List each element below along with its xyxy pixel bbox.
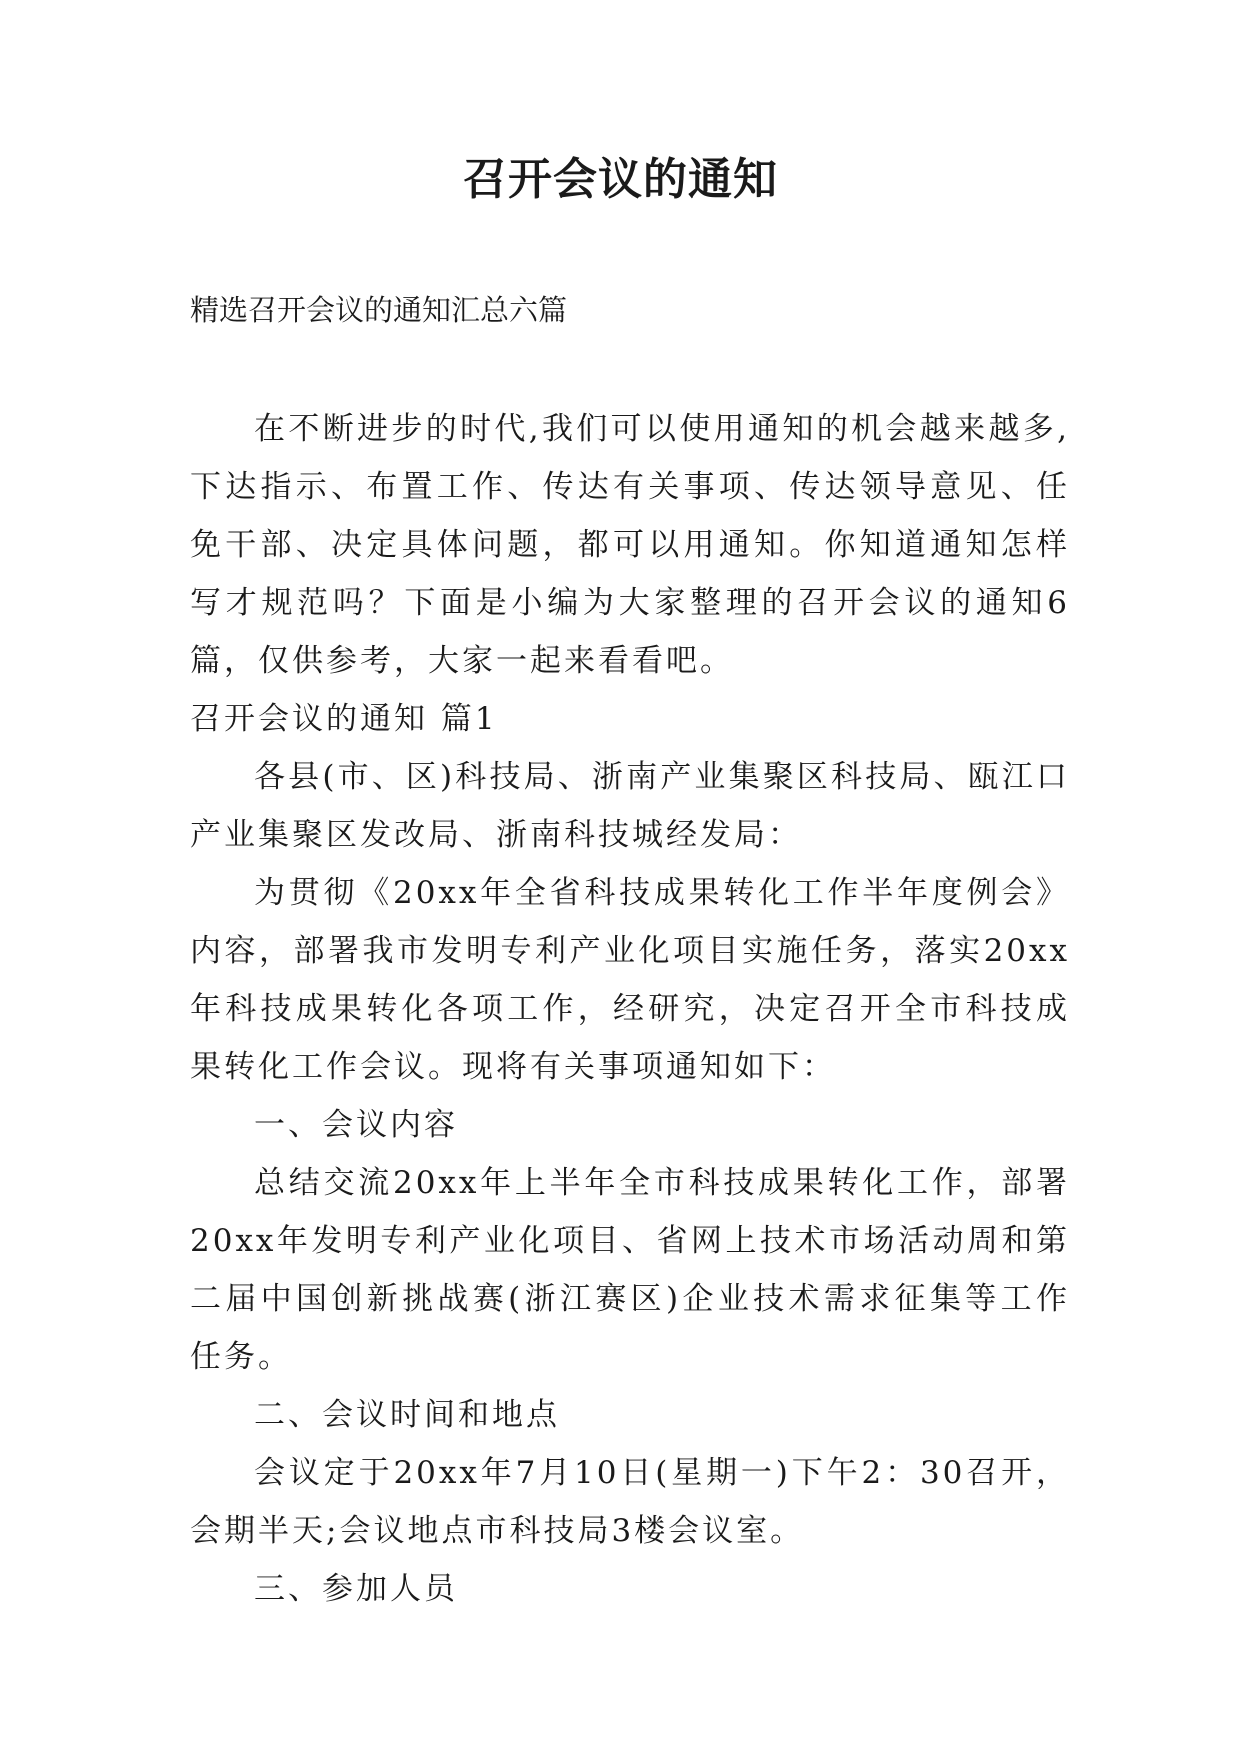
item1-paragraph: 总结交流20xx年上半年全市科技成果转化工作，部署20xx年发明专利产业化项目、省网上技术市场活动周和第二届中国创新挑战赛(浙江赛区)企业技术需求征集等工作任务。	[190, 1165, 1070, 1375]
item3-heading: 三、参加人员	[254, 1571, 458, 1607]
item2-paragraph: 会议定于20xx年7月10日(星期一)下午2：30召开，会期半天;会议地点市科技局3楼会议室。	[190, 1455, 1070, 1549]
addressee-paragraph: 各县(市、区)科技局、浙南产业集聚区科技局、瓯江口产业集聚区发改局、浙南科技城经发局：	[190, 759, 1070, 853]
document-body	[190, 400, 1070, 1618]
purpose-paragraph: 为贯彻《20xx年全省科技成果转化工作半年度例会》内容，部署我市发明专利产业化项目实施任务，落实20xx年科技成果转化各项工作，经研究，决定召开全市科技成果转化工作会议。现将有关事项通知如下：	[190, 875, 1070, 1085]
section-heading: 召开会议的通知 篇1	[190, 701, 498, 737]
document-title: 召开会议的通知	[463, 154, 778, 205]
intro-paragraph: 在不断进步的时代,我们可以使用通知的机会越来越多,下达指示、布置工作、传达有关事项、传达领导意见、任免干部、决定具体问题，都可以用通知。你知道通知怎样写才规范吗？下面是小编为大家整理的召开会议的通知6篇，仅供参考，大家一起来看看吧。	[190, 411, 1070, 679]
item2-heading: 二、会议时间和地点	[254, 1397, 560, 1433]
document-subtitle: 精选召开会议的通知汇总六篇	[190, 293, 568, 327]
item1-heading: 一、会议内容	[254, 1107, 458, 1143]
